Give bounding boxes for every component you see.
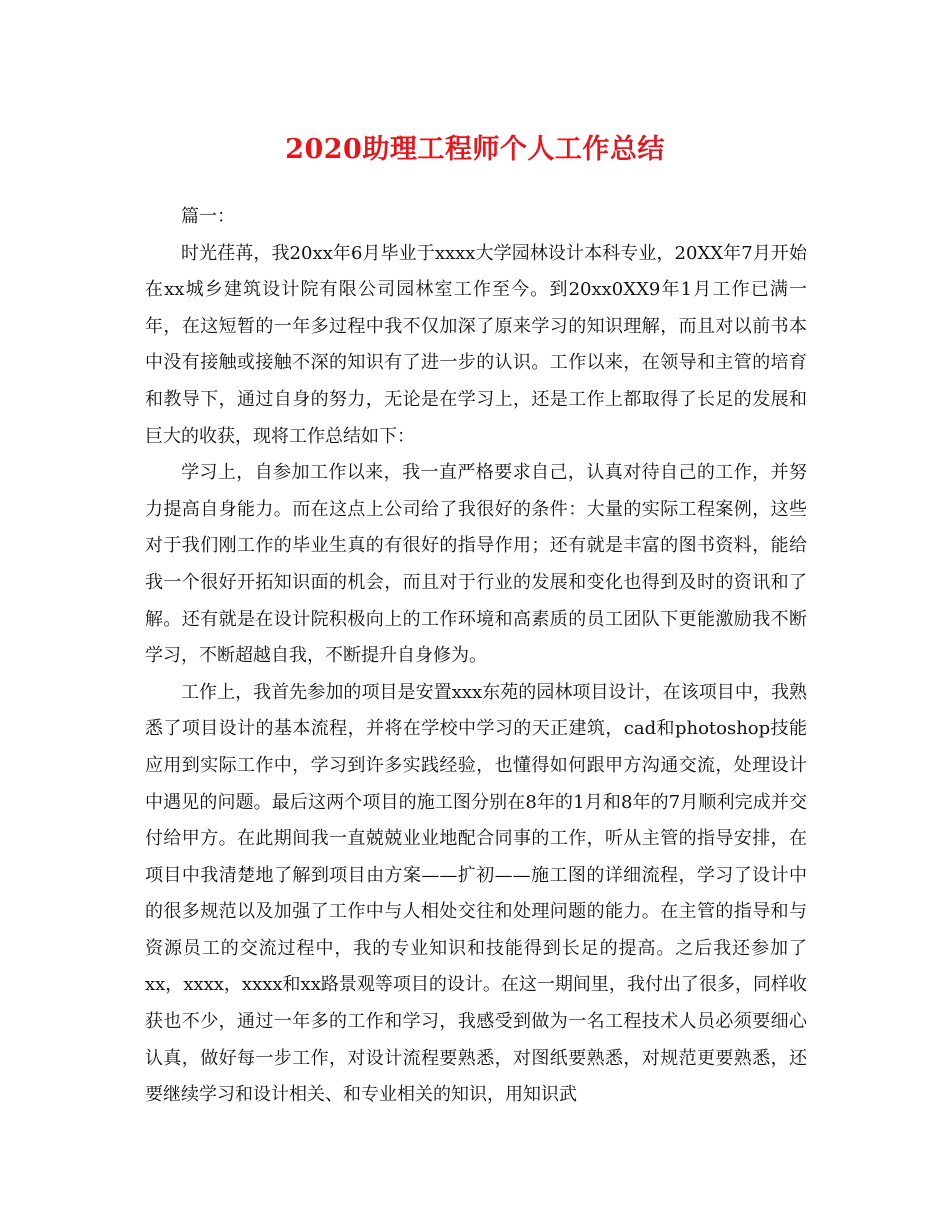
paragraph-study: 学习上，自参加工作以来，我一直严格要求自己，认真对待自己的工作，并努力提高自身能力。而在这点上公司给了我很好的条件：大量的实际工程案例，这些对于我们刚工作的毕业生真的有很好的指导作用；还有就是丰富的图书资料，能给我一个很好开拓知识面的机会，而且对于行业的发展和变化也得到及时的资讯和了解。还有就是在设计院积极向上的工作环境和高素质的员工团队下更能激励我不断学习，不断超越自我，不断提升自身修为。 (145, 462, 807, 667)
paragraph-introduction: 时光荏苒，我20xx年6月毕业于xxxx大学园林设计本科专业，20XX年7月开始在xx城乡建筑设计院有限公司园林室工作至今。到20xx0XX9年1月工作已满一年，在这短暂的一年多过程中我不仅加深了原来学习的知识理解，而且对以前书本中没有接触或接触不深的知识有了进一步的认识。工作以来，在领导和主管的培育和教导下，通过自身的努力，无论是在学习上，还是工作上都取得了长足的发展和巨大的收获，现将工作总结如下： (145, 242, 807, 447)
paragraph-work: 工作上，我首先参加的项目是安置xxx东苑的园林项目设计，在该项目中，我熟悉了项目设计的基本流程，并将在学校中学习的天正建筑，cad和photoshop技能应用到实际工作中，学习到许多实践经验，也懂得如何跟甲方沟通交流，处理设计中遇见的问题。最后这两个项目的施工图分别在8年的1月和8年的7月顺利完成并交付给甲方。在此期间我一直兢兢业业地配合同事的工作，听从主管的指导安排，在项目中我清楚地了解到项目由方案——扩初——施工图的详细流程，学习了设计中的很多规范以及加强了工作中与人相处交往和处理问题的能力。在主管的指导和与资源员工的交流过程中，我的专业知识和技能得到长足的提高。之后我还参加了xx，xxxx，xxxx和xx路景观等项目的设计。在这一期间里，我付出了很多，同样收获也不少，通过一年多的工作和学习，我感受到做为一名工程技术人员必须要细心认真，做好每一步工作，对设计流程要熟悉，对图纸要熟悉，对规范更要熟悉，还要继续学习和设计相关、和专业相关的知识，用知识武 (145, 681, 807, 1106)
document-body (145, 199, 807, 1114)
document-title: 2020助理工程师个人工作总结 (285, 134, 665, 165)
paragraph-section-heading: 篇一： (181, 206, 235, 227)
